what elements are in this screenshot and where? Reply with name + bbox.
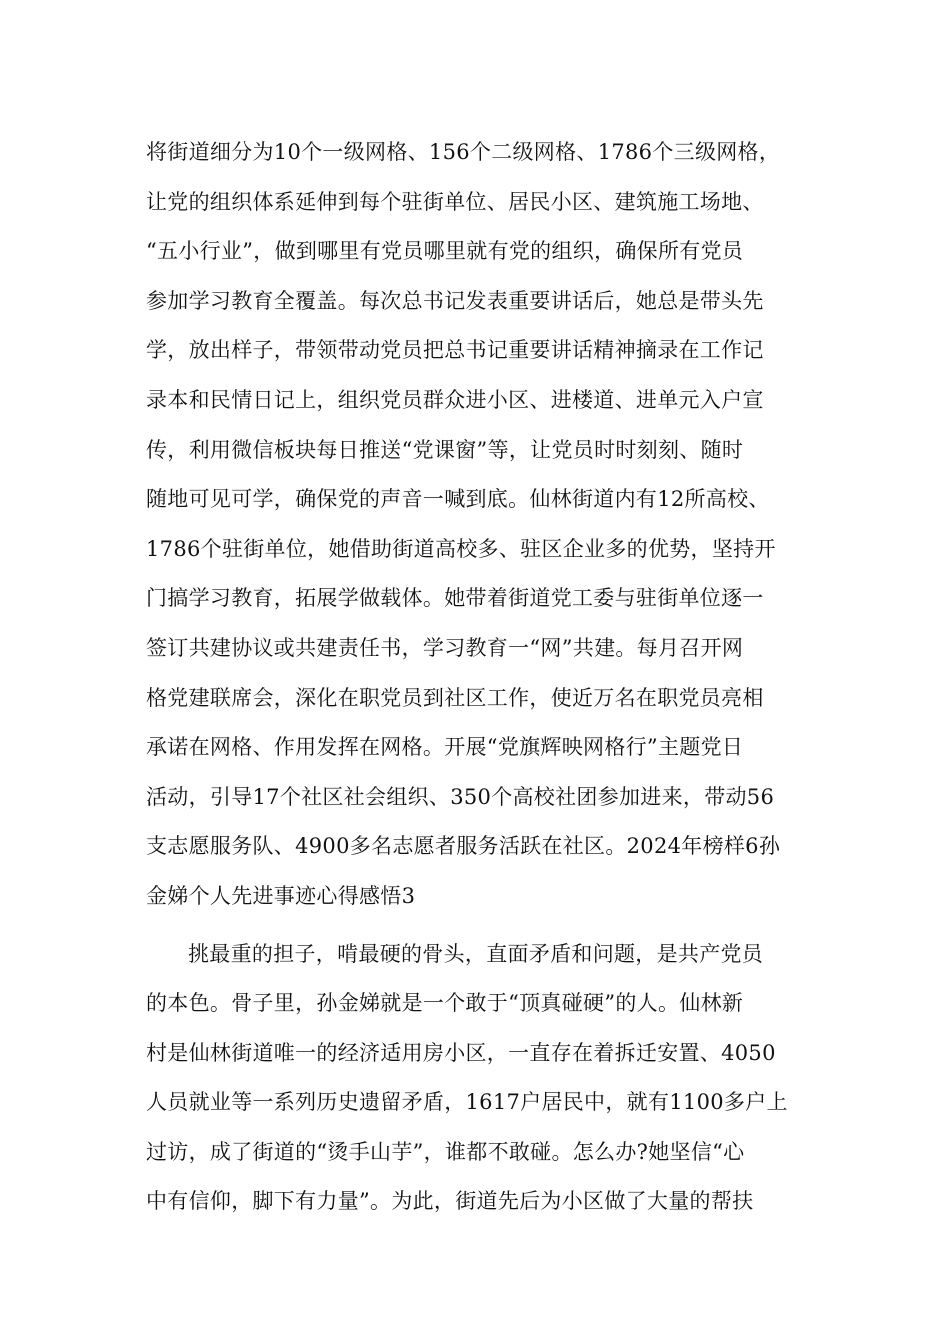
text-line: 将街道细分为10个一级网格、156个二级网格、1786个三级网格， (146, 140, 781, 164)
text-line: 过访，成了街道的“烫手山芋”，谁都不敢碰。怎么办?她坚信“心 (146, 1139, 745, 1164)
text-line: “五小行业”，做到哪里有党员哪里就有党的组织，确保所有党员 (146, 239, 744, 264)
text-line: 参加学习教育全覆盖。每次总书记发表重要讲话后，她总是带头先 (146, 288, 764, 313)
text-line: 活动，引导17个社区社会组织、350个高校社团参加进来，带动56 (146, 784, 775, 809)
text-line: 学，放出样子，带领带动党员把总书记重要讲话精神摘录在工作记 (146, 338, 764, 363)
text-line: 的本色。骨子里，孙金娣就是一个敢于“顶真碰硬”的人。仙林新 (146, 991, 744, 1016)
text-line: 支志愿服务队、4900多名志愿者服务活跃在社区。2024年榜样6孙 (146, 834, 781, 859)
text-line: 门搞学习教育，拓展学做载体。她带着街道党工委与驻街单位逐一 (146, 586, 764, 611)
paragraph-2 (146, 930, 846, 1228)
text-line-first: 挑最重的担子，啃最硬的骨头，直面矛盾和问题，是共产党员 (188, 941, 764, 966)
text-line: 签订共建协议或共建责任书，学习教育一“网”共建。每月召开网 (146, 635, 744, 660)
text-line: 1786个驻街单位，她借助街道高校多、驻区企业多的优势，坚持开 (146, 536, 776, 561)
text-line: 传，利用微信板块每日推送“党课窗”等，让党员时时刻刻、随时 (146, 437, 744, 462)
text-line: 村是仙林街道唯一的经济适用房小区，一直存在着拆迁安置、4050 (146, 1040, 776, 1065)
document-body (146, 128, 846, 1227)
text-line: 格党建联席会，深化在职党员到社区工作，使近万名在职党员亮相 (146, 685, 764, 710)
paragraph-spacer (146, 922, 846, 930)
text-line: 人员就业等一系列历史遗留矛盾，1617户居民中，就有1100多户上 (146, 1090, 788, 1115)
text-line: 金娣个人先进事迹心得感悟3 (146, 883, 416, 908)
text-line: 随地可见可学，确保党的声音一喊到底。仙林街道内有12所高校、 (146, 487, 770, 512)
text-line: 中有信仰，脚下有力量”。为此，街道先后为小区做了大量的帮扶 (146, 1189, 754, 1214)
text-line: 录本和民情日记上，组织党员群众进小区、进楼道、进单元入户宣 (146, 387, 764, 412)
text-line: 让党的组织体系延伸到每个驻街单位、居民小区、建筑施工场地、 (146, 189, 764, 214)
text-line: 承诺在网格、作用发挥在网格。开展“党旗辉映网格行”主题党日 (146, 735, 744, 760)
paragraph-1 (146, 128, 846, 922)
